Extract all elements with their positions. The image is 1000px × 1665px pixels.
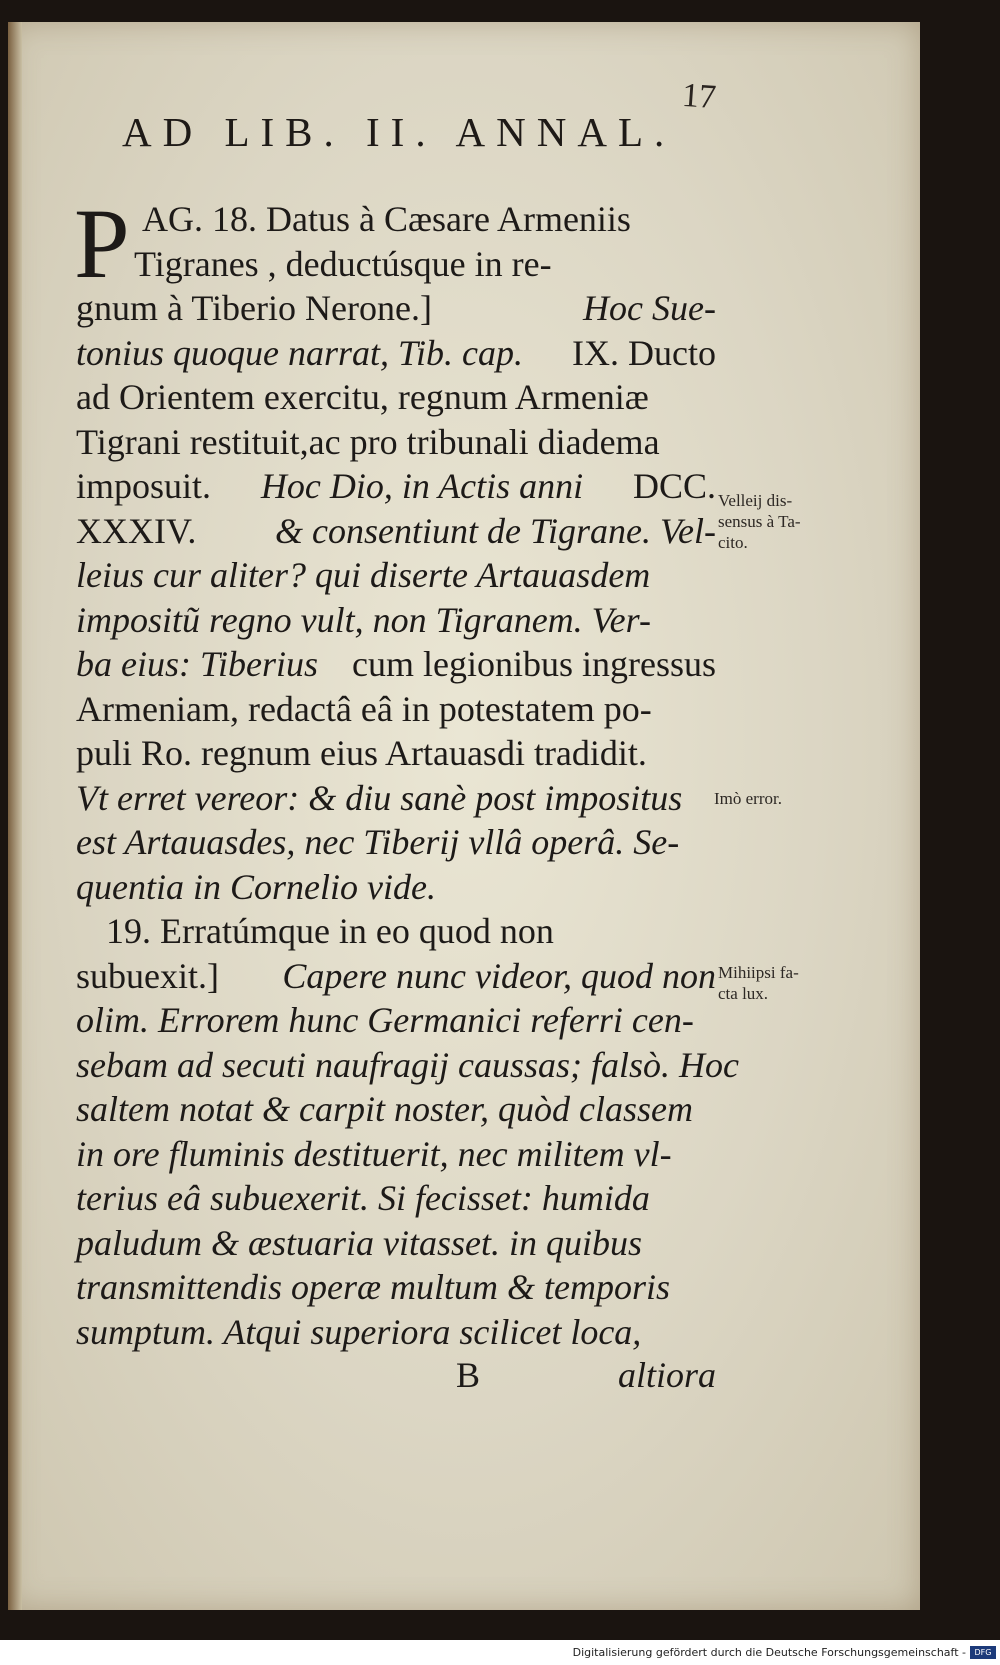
folio-number: 17 [680, 76, 718, 117]
text-line: 19. Erratúmque in eo quod non [106, 911, 554, 951]
body-text [74, 188, 739, 1355]
digitization-footer [0, 1640, 1000, 1665]
text-line: saltem notat & carpit noster, quòd classem [76, 1089, 693, 1129]
text-line: quentia in Cornelio vide. [76, 866, 436, 907]
text-line: subuexit.] Capere nunc videor, quod non [76, 955, 716, 996]
text-line: puli Ro. regnum eius Artauasdi tradidit. [76, 733, 647, 773]
catchword: altiora [617, 1355, 716, 1395]
text-line: olim. Errorem hunc Germanici referri cen- [76, 1000, 694, 1040]
text-line: sebam ad secuti naufragij caussas; falsò. Hoc [76, 1044, 739, 1085]
signature-mark: B [456, 1355, 481, 1395]
text-line: in ore fluminis destituerit, nec militem vl- [76, 1133, 672, 1174]
text-line: Armeniam, redactâ eâ in potestatem po- [76, 688, 652, 729]
text-line: ba eius: Tiberius cum legionibus ingressus [76, 644, 716, 684]
text-line: terius eâ subuexerit. Si fecisset: humida [76, 1178, 650, 1218]
running-head: AD LIB. II. ANNAL. [122, 109, 676, 155]
text-line: transmittendis operæ multum & temporis [76, 1267, 671, 1307]
text-line: sumptum. Atqui superiora scilicet loca, [76, 1311, 642, 1352]
text-line: paludum & æstuaria vitasset. in quibus [76, 1222, 643, 1263]
text-line: XXXIV. & consentiunt de Tigrane. Vel- [76, 510, 716, 551]
drop-cap: P [74, 188, 130, 299]
signature-line [76, 1354, 716, 1398]
text-line: Tigrani restituit,ac pro tribunali diadema [76, 421, 660, 462]
dfg-logo: DFG [970, 1646, 996, 1659]
text-line: tonius quoque narrat, Tib. cap. IX. Ducto [76, 332, 716, 373]
margin-note: Mihiipsi fa- cta lux. [718, 963, 799, 1003]
text-line: Vt erret vereor: & diu sanè post impositus [76, 777, 683, 818]
text-line: impositũ regno vult, non Tigranem. Ver- [76, 599, 651, 640]
margin-note: Imò error. [714, 789, 782, 808]
text-line: gnum à Tiberio Nerone.] Hoc Sue- [76, 288, 716, 328]
margin-note: Velleij dis- sensus à Ta- cito. [718, 491, 801, 552]
footer-credit: Digitalisierung gefördert durch die Deutsche Forschungsgemeinschaft - [572, 1646, 966, 1659]
page-gutter [8, 22, 22, 1610]
text-line: imposuit. Hoc Dio, in Actis anni DCC. [76, 466, 716, 506]
text-line: AG. 18. Datus à Cæsare Armeniis [142, 199, 631, 239]
text-line: est Artauasdes, nec Tiberij vllâ operâ. Se- [76, 822, 680, 862]
text-line: Tigranes , deductúsque in re- [134, 243, 552, 284]
text-line: ad Orientem exercitu, regnum Armeniæ [76, 377, 649, 417]
text-line: leius cur aliter? qui diserte Artauasdem [76, 555, 651, 595]
